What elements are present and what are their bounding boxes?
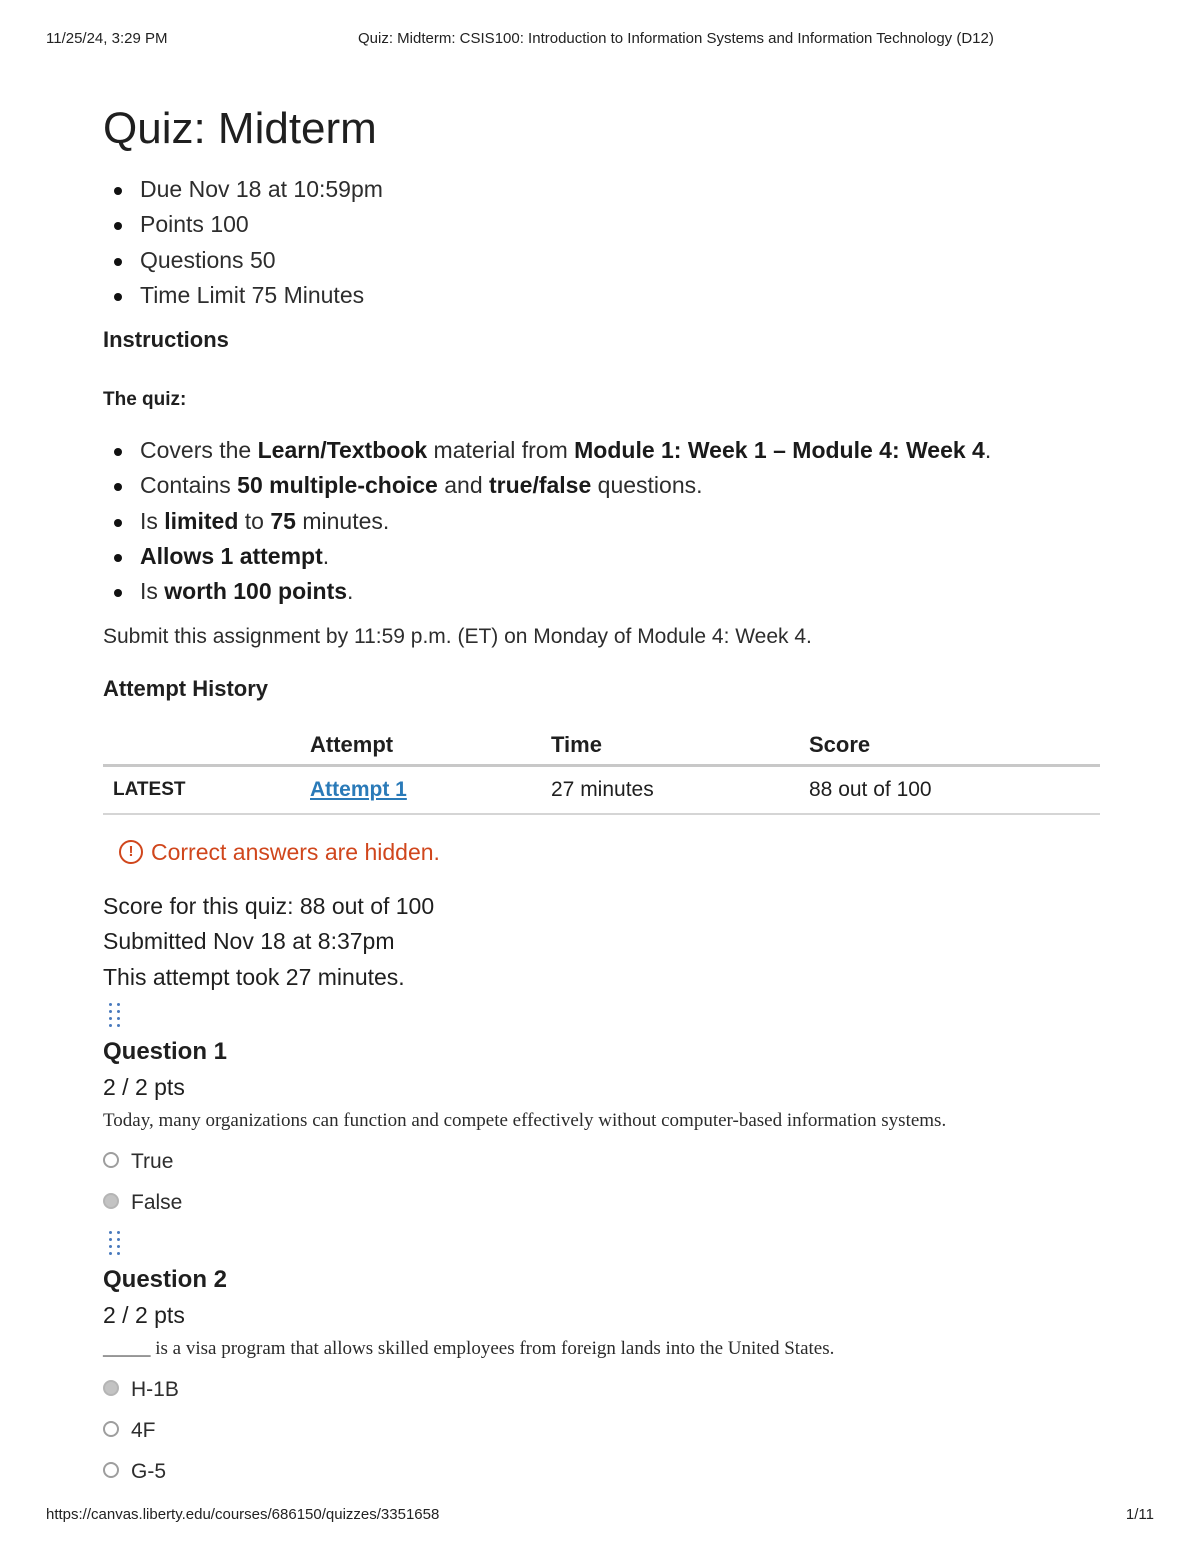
rule-text: Is (140, 578, 165, 605)
print-page-number: 1/11 (1125, 1506, 1154, 1523)
rule-text: minutes. (295, 507, 390, 534)
rule-text: questions. (591, 472, 703, 499)
radio-selected-icon[interactable] (103, 1193, 119, 1209)
column-header (103, 718, 310, 766)
rule-text: Is (140, 507, 165, 534)
rule-text: . (984, 437, 992, 464)
attempt-history-heading: Attempt History (103, 675, 269, 701)
answer-list (103, 1369, 1103, 1492)
rule-bold: 75 (270, 507, 296, 534)
attempt-1-link[interactable]: Attempt 1 (310, 777, 407, 801)
attempt-history-table (103, 718, 1100, 815)
radio-unselected-icon[interactable] (103, 1421, 119, 1437)
rule-item (140, 433, 1103, 468)
quiz-points: Points 100 (140, 207, 1103, 242)
print-header (46, 30, 1154, 50)
quiz-question-count: Questions 50 (140, 243, 1103, 278)
rule-bold: 50 multiple-choice (237, 472, 438, 499)
column-header-score: Score (809, 718, 1100, 766)
alert-text: Correct answers are hidden. (151, 838, 440, 865)
question-1 (103, 1035, 1103, 1223)
answer-option[interactable] (103, 1451, 1103, 1492)
table-header-row (103, 718, 1100, 766)
answer-label: True (131, 1149, 174, 1173)
answer-option[interactable] (103, 1141, 1103, 1182)
column-header-attempt: Attempt (310, 718, 551, 766)
quiz-content (103, 102, 1103, 1492)
question-points: 2 / 2 pts (103, 1302, 185, 1329)
print-page-title: Quiz: Midterm: CSIS100: Introduction to Information Systems and Information Technology (D12) (358, 30, 994, 47)
rule-text: . (347, 578, 354, 605)
print-footer (46, 1506, 1154, 1526)
answer-list (103, 1141, 1103, 1223)
rule-text: Covers the (140, 437, 258, 464)
radio-unselected-icon[interactable] (103, 1152, 119, 1168)
answer-label: H-1B (131, 1377, 179, 1401)
rule-bold: Learn/Textbook (257, 437, 428, 464)
drag-handle-icon[interactable] (109, 1231, 123, 1257)
rule-item (140, 468, 1103, 503)
attempt-time: 27 minutes (551, 765, 809, 814)
quiz-score: Score for this quiz: 88 out of 100 (103, 892, 435, 919)
answer-option[interactable] (103, 1410, 1103, 1451)
question-points: 2 / 2 pts (103, 1074, 185, 1101)
rule-text: . (322, 543, 330, 570)
radio-selected-icon[interactable] (103, 1380, 119, 1396)
quiz-rules-list (103, 433, 1103, 609)
attempt-score: 88 out of 100 (809, 765, 1100, 814)
rule-item (140, 504, 1103, 539)
rule-item (140, 574, 1103, 609)
answer-option[interactable] (103, 1182, 1103, 1223)
rule-bold: true/false (489, 472, 592, 499)
quiz-meta-list (103, 172, 1103, 313)
question-2 (103, 1263, 1103, 1492)
rule-item (140, 539, 1103, 574)
quiz-label: The quiz: (103, 389, 187, 411)
answer-label: G-5 (131, 1459, 167, 1483)
rule-text: material from (427, 437, 575, 464)
rule-bold: worth 100 points (164, 578, 348, 605)
rule-text: and (437, 472, 489, 499)
attempt-duration: This attempt took 27 minutes. (103, 963, 405, 990)
question-title: Question 2 (103, 1266, 228, 1294)
attempt-status-label: LATEST (103, 765, 310, 814)
print-url: https://canvas.liberty.edu/courses/686150/quizzes/3351658 (46, 1506, 440, 1523)
rule-text: Contains (140, 472, 238, 499)
quiz-time-limit: Time Limit 75 Minutes (140, 278, 1103, 313)
rule-bold: limited (164, 507, 239, 534)
score-summary (103, 889, 1103, 996)
submitted-time: Submitted Nov 18 at 8:37pm (103, 928, 395, 955)
alert-circle-icon: ! (119, 840, 143, 864)
column-header-time: Time (551, 718, 809, 766)
instructions-heading: Instructions (103, 327, 229, 353)
rule-text: to (238, 507, 271, 534)
page-title: Quiz: Midterm (103, 104, 377, 153)
rule-bold: Module 1: Week 1 – Module 4: Week 4 (574, 437, 985, 464)
table-row (103, 765, 1100, 814)
answer-label: 4F (131, 1418, 156, 1442)
drag-handle-icon[interactable] (109, 1003, 123, 1029)
quiz-due-date: Due Nov 18 at 10:59pm (140, 172, 1103, 207)
answer-label: False (131, 1190, 183, 1214)
question-title: Question 1 (103, 1038, 228, 1066)
radio-unselected-icon[interactable] (103, 1462, 119, 1478)
print-timestamp: 11/25/24, 3:29 PM (46, 30, 168, 47)
submit-note: Submit this assignment by 11:59 p.m. (ET) on Monday of Module 4: Week 4. (103, 624, 812, 648)
question-text: _____ is a visa program that allows skilled employees from foreign lands into the United States. (103, 1338, 835, 1360)
question-text: Today, many organizations can function and compete effectively without computer-based information systems. (103, 1110, 947, 1132)
correct-answers-hidden-alert (119, 835, 1103, 869)
answer-option[interactable] (103, 1369, 1103, 1410)
attempt-cell (310, 765, 551, 814)
rule-bold: Allows 1 attempt (140, 543, 323, 570)
